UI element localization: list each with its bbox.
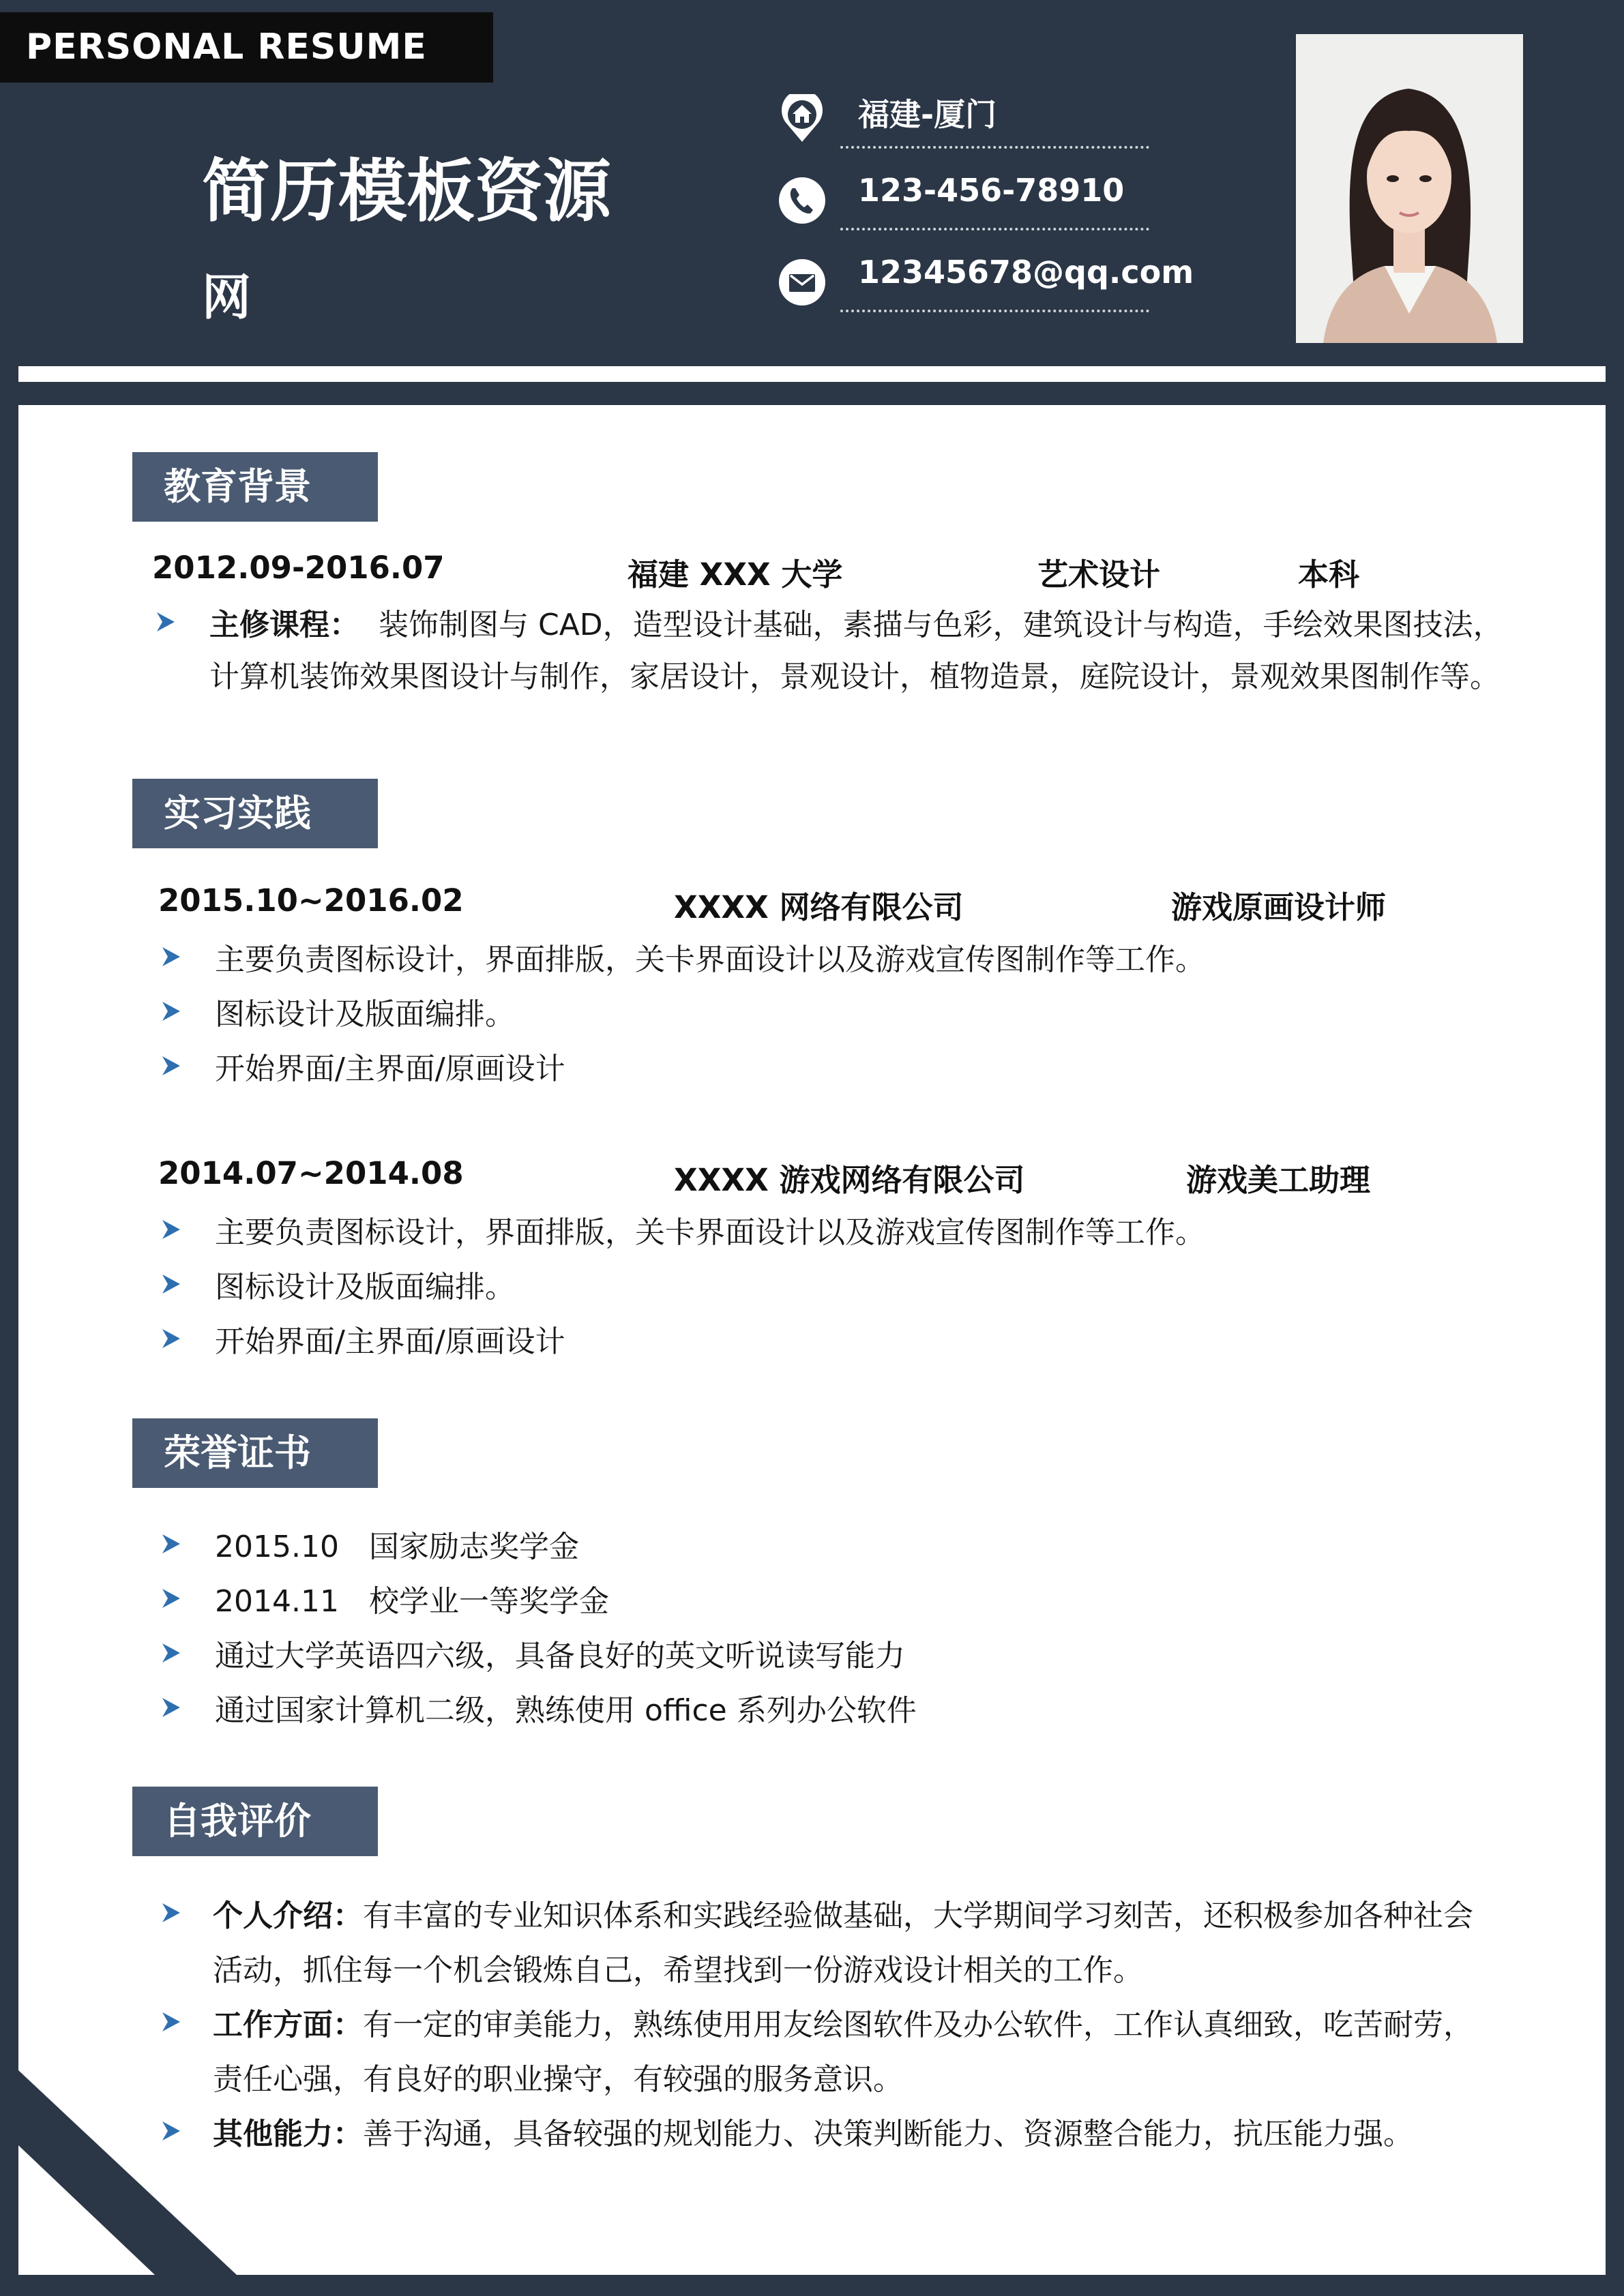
- name-line-1: 简历模板资源: [202, 151, 611, 231]
- home-pin-icon: [778, 94, 827, 143]
- job2-item-1: 主要负责图标设计，界面排版，关卡界面设计以及游戏宣传图制作等工作。: [215, 1215, 1205, 1250]
- bullet-arrow-icon: [161, 946, 181, 968]
- job2-company: XXXX 游戏网络有限公司: [674, 1162, 1025, 1198]
- section-title-internship: 实习实践: [132, 779, 378, 848]
- intro-label: 个人介绍：: [213, 1898, 363, 1933]
- job1-period: 2015.10~2016.02: [158, 882, 464, 919]
- resume-badge: PERSONAL RESUME: [0, 12, 493, 83]
- header-divider: [18, 366, 1606, 382]
- email-icon: [778, 258, 827, 307]
- edu-degree: 本科: [1298, 556, 1360, 593]
- phone-text: 123-456-78910: [858, 172, 1125, 209]
- work-label: 工作方面：: [213, 2008, 363, 2042]
- contact-email: [778, 254, 1194, 308]
- work-line1: [213, 2000, 1473, 2044]
- profile-photo: [1296, 34, 1523, 343]
- job2-role: 游戏美工助理: [1186, 1162, 1371, 1198]
- divider: [840, 310, 1149, 312]
- honor-item-1: 2015.10 国家励志奖学金: [215, 1530, 579, 1564]
- bullet-arrow-icon: [161, 1587, 181, 1609]
- bullet-arrow-icon: [161, 1328, 181, 1350]
- other-text: 善于沟通，具备较强的规划能力、决策判断能力、资源整合能力，抗压能力强。: [363, 2117, 1413, 2151]
- job1-item-3: 开始界面/主界面/原画设计: [215, 1052, 565, 1086]
- bullet-arrow-icon: [156, 611, 176, 633]
- phone-icon: [778, 176, 827, 225]
- corner-decoration: [18, 2070, 237, 2275]
- intro-line2: 活动，抓住每一个机会锻炼自己，希望找到一份游戏设计相关的工作。: [213, 1953, 1143, 1988]
- bullet-arrow-icon: [161, 1273, 181, 1295]
- honor-item-4: 通过国家计算机二级，熟练使用 office 系列办公软件: [215, 1693, 917, 1728]
- edu-school: 福建 XXX 大学: [628, 556, 843, 593]
- location-text: 福建-厦门: [858, 96, 997, 133]
- section-title-honors: 荣誉证书: [132, 1418, 378, 1488]
- edu-period: 2012.09-2016.07: [152, 550, 445, 586]
- divider: [840, 146, 1149, 149]
- work-line2: 责任心强，有良好的职业操守，有较强的服务意识。: [213, 2062, 903, 2097]
- job1-company: XXXX 网络有限公司: [674, 889, 964, 925]
- bullet-arrow-icon: [161, 2011, 181, 2033]
- name-line-2: 网: [202, 269, 252, 326]
- intro-line1: [213, 1891, 1473, 1935]
- other-line1: [213, 2109, 1413, 2153]
- bullet-arrow-icon: [161, 1533, 181, 1555]
- work-text: 有一定的审美能力，熟练使用用友绘图软件及办公软件，工作认真细致，吃苦耐劳，: [363, 2008, 1473, 2042]
- contact-phone: [778, 172, 1149, 226]
- bullet-arrow-icon: [161, 1902, 181, 1924]
- bullet-arrow-icon: [161, 1642, 181, 1664]
- intro-text: 有丰富的专业知识体系和实践经验做基础，大学期间学习刻苦，还积极参加各种社会: [363, 1898, 1473, 1933]
- resume-body: [18, 405, 1606, 2275]
- edu-courses-line1: [209, 600, 1503, 644]
- bullet-arrow-icon: [161, 2120, 181, 2142]
- other-label: 其他能力：: [213, 2117, 363, 2151]
- email-text: 12345678@qq.com: [858, 254, 1194, 290]
- honor-item-2: 2014.11 校学业一等奖学金: [215, 1584, 609, 1619]
- courses-label: 主修课程：: [209, 608, 359, 642]
- courses-text: 装饰制图与 CAD，造型设计基础，素描与色彩，建筑设计与构造，手绘效果图技法，: [378, 608, 1503, 642]
- edu-major: 艺术设计: [1037, 556, 1161, 593]
- job1-item-2: 图标设计及版面编排。: [215, 997, 515, 1032]
- bullet-arrow-icon: [161, 1697, 181, 1718]
- job2-period: 2014.07~2014.08: [158, 1155, 464, 1191]
- bullet-arrow-icon: [161, 1219, 181, 1240]
- divider: [840, 228, 1149, 230]
- contact-location: [778, 90, 1149, 145]
- honor-item-3: 通过大学英语四六级，具备良好的英文听说读写能力: [215, 1639, 905, 1673]
- job2-item-3: 开始界面/主界面/原画设计: [215, 1324, 565, 1359]
- edu-courses-line2: 计算机装饰效果图设计与制作，家居设计，景观设计，植物造景，庭院设计，景观效果图制作等。: [209, 659, 1500, 694]
- job1-item-1: 主要负责图标设计，界面排版，关卡界面设计以及游戏宣传图制作等工作。: [215, 942, 1205, 977]
- bullet-arrow-icon: [161, 1055, 181, 1077]
- section-title-education: 教育背景: [132, 452, 378, 522]
- bullet-arrow-icon: [161, 1000, 181, 1022]
- job2-item-2: 图标设计及版面编排。: [215, 1270, 515, 1304]
- job1-role: 游戏原画设计师: [1171, 889, 1387, 925]
- section-title-self-eval: 自我评价: [132, 1787, 378, 1856]
